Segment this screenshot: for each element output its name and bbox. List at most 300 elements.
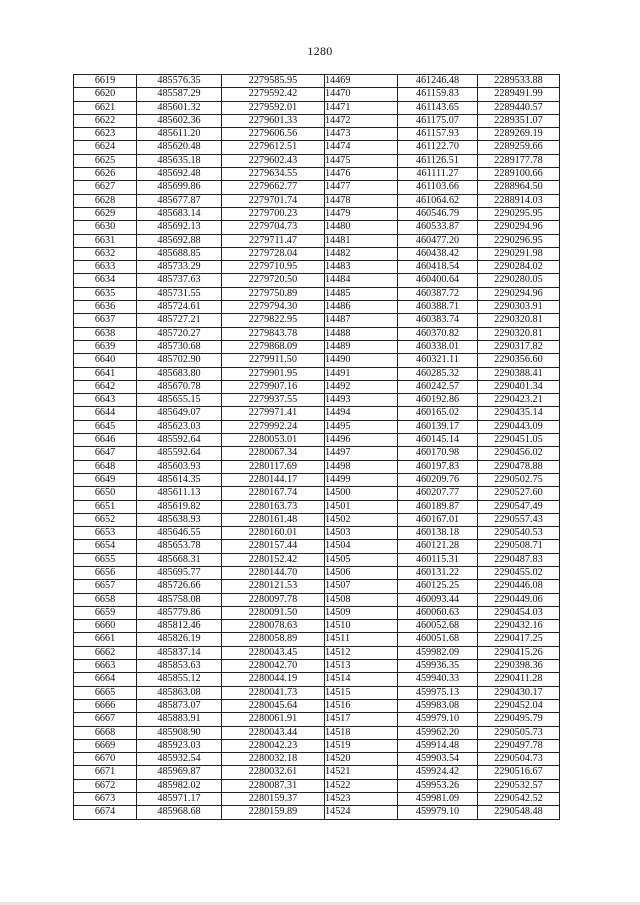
easting-right-cell: 460338.01 bbox=[398, 340, 478, 353]
point-id-left-cell: 6666 bbox=[74, 699, 137, 712]
point-id-left-cell: 6664 bbox=[74, 673, 137, 686]
easting-right-cell: 460138.18 bbox=[398, 527, 478, 540]
northing-right-cell: 2290449.06 bbox=[478, 593, 560, 606]
northing-right-cell: 2289440.57 bbox=[478, 101, 560, 114]
northing-right-cell: 2290446.08 bbox=[478, 580, 560, 593]
easting-right-cell: 460052.68 bbox=[398, 620, 478, 633]
easting-right-cell: 460438.42 bbox=[398, 247, 478, 260]
easting-right-cell: 460139.17 bbox=[398, 420, 478, 433]
point-id-right-cell: 14478 bbox=[325, 194, 398, 207]
northing-right-cell: 2290417.25 bbox=[478, 633, 560, 646]
northing-left-cell: 2279602.43 bbox=[222, 154, 325, 167]
table-row bbox=[74, 513, 560, 526]
point-id-right-cell: 14504 bbox=[325, 540, 398, 553]
point-id-left-cell: 6642 bbox=[74, 380, 137, 393]
northing-right-cell: 2290443.09 bbox=[478, 420, 560, 433]
easting-left-cell: 485677.87 bbox=[137, 194, 222, 207]
northing-right-cell: 2290435.14 bbox=[478, 407, 560, 420]
northing-right-cell: 2289533.88 bbox=[478, 75, 560, 88]
point-id-right-cell: 14488 bbox=[325, 327, 398, 340]
point-id-left-cell: 6619 bbox=[74, 75, 137, 88]
easting-right-cell: 459983.08 bbox=[398, 699, 478, 712]
easting-left-cell: 485737.63 bbox=[137, 274, 222, 287]
point-id-right-cell: 14503 bbox=[325, 527, 398, 540]
point-id-left-cell: 6623 bbox=[74, 128, 137, 141]
point-id-right-cell: 14494 bbox=[325, 407, 398, 420]
northing-left-cell: 2280042.23 bbox=[222, 739, 325, 752]
northing-right-cell: 2290455.02 bbox=[478, 566, 560, 579]
point-id-right-cell: 14516 bbox=[325, 699, 398, 712]
northing-left-cell: 2279911.50 bbox=[222, 354, 325, 367]
table-row bbox=[74, 114, 560, 127]
easting-left-cell: 485635.18 bbox=[137, 154, 222, 167]
point-id-left-cell: 6634 bbox=[74, 274, 137, 287]
table-row bbox=[74, 314, 560, 327]
point-id-right-cell: 14518 bbox=[325, 726, 398, 739]
easting-right-cell: 460192.86 bbox=[398, 394, 478, 407]
easting-left-cell: 485692.48 bbox=[137, 168, 222, 181]
northing-right-cell: 2290540.53 bbox=[478, 527, 560, 540]
table-row bbox=[74, 327, 560, 340]
northing-left-cell: 2279992.24 bbox=[222, 420, 325, 433]
easting-left-cell: 485638.93 bbox=[137, 513, 222, 526]
northing-right-cell: 2290527.60 bbox=[478, 487, 560, 500]
table-row bbox=[74, 473, 560, 486]
easting-left-cell: 485620.48 bbox=[137, 141, 222, 154]
northing-right-cell: 2288964.50 bbox=[478, 181, 560, 194]
easting-right-cell: 459979.10 bbox=[398, 806, 478, 819]
table-row bbox=[74, 540, 560, 553]
table-row bbox=[74, 646, 560, 659]
table-body bbox=[74, 75, 560, 820]
easting-left-cell: 485733.29 bbox=[137, 261, 222, 274]
point-id-right-cell: 14489 bbox=[325, 340, 398, 353]
easting-right-cell: 459962.20 bbox=[398, 726, 478, 739]
table-row bbox=[74, 460, 560, 473]
easting-left-cell: 485668.31 bbox=[137, 553, 222, 566]
point-id-left-cell: 6647 bbox=[74, 447, 137, 460]
easting-right-cell: 459903.54 bbox=[398, 753, 478, 766]
table-row bbox=[74, 487, 560, 500]
northing-left-cell: 2280078.63 bbox=[222, 620, 325, 633]
table-row bbox=[74, 434, 560, 447]
easting-right-cell: 460145.14 bbox=[398, 434, 478, 447]
northing-left-cell: 2280091.50 bbox=[222, 606, 325, 619]
easting-left-cell: 485623.03 bbox=[137, 420, 222, 433]
northing-left-cell: 2280163.73 bbox=[222, 500, 325, 513]
northing-right-cell: 2290320.81 bbox=[478, 314, 560, 327]
easting-right-cell: 459982.09 bbox=[398, 646, 478, 659]
point-id-left-cell: 6632 bbox=[74, 247, 137, 260]
northing-right-cell: 2290430.17 bbox=[478, 686, 560, 699]
point-id-right-cell: 14472 bbox=[325, 114, 398, 127]
point-id-left-cell: 6636 bbox=[74, 301, 137, 314]
northing-left-cell: 2279606.56 bbox=[222, 128, 325, 141]
northing-right-cell: 2290516.67 bbox=[478, 766, 560, 779]
point-id-left-cell: 6653 bbox=[74, 527, 137, 540]
point-id-left-cell: 6629 bbox=[74, 207, 137, 220]
point-id-left-cell: 6633 bbox=[74, 261, 137, 274]
point-id-right-cell: 14514 bbox=[325, 673, 398, 686]
point-id-left-cell: 6641 bbox=[74, 367, 137, 380]
easting-right-cell: 460165.02 bbox=[398, 407, 478, 420]
table-row bbox=[74, 593, 560, 606]
easting-left-cell: 485587.29 bbox=[137, 88, 222, 101]
northing-left-cell: 2280159.89 bbox=[222, 806, 325, 819]
table-row bbox=[74, 673, 560, 686]
northing-right-cell: 2290423.21 bbox=[478, 394, 560, 407]
easting-right-cell: 461175.07 bbox=[398, 114, 478, 127]
easting-left-cell: 485683.14 bbox=[137, 207, 222, 220]
point-id-left-cell: 6671 bbox=[74, 766, 137, 779]
easting-left-cell: 485602.36 bbox=[137, 114, 222, 127]
northing-right-cell: 2290303.91 bbox=[478, 301, 560, 314]
northing-right-cell: 2289491.99 bbox=[478, 88, 560, 101]
easting-left-cell: 485603.93 bbox=[137, 460, 222, 473]
easting-right-cell: 460285.32 bbox=[398, 367, 478, 380]
northing-left-cell: 2280061.91 bbox=[222, 713, 325, 726]
table-row bbox=[74, 221, 560, 234]
table-row bbox=[74, 793, 560, 806]
table-row bbox=[74, 553, 560, 566]
northing-left-cell: 2279601.33 bbox=[222, 114, 325, 127]
easting-right-cell: 460197.83 bbox=[398, 460, 478, 473]
point-id-left-cell: 6650 bbox=[74, 487, 137, 500]
easting-left-cell: 485969.87 bbox=[137, 766, 222, 779]
easting-left-cell: 485758.08 bbox=[137, 593, 222, 606]
northing-left-cell: 2279728.04 bbox=[222, 247, 325, 260]
northing-left-cell: 2279585.95 bbox=[222, 75, 325, 88]
table-row bbox=[74, 500, 560, 513]
easting-right-cell: 461064.62 bbox=[398, 194, 478, 207]
point-id-right-cell: 14481 bbox=[325, 234, 398, 247]
northing-left-cell: 2279868.09 bbox=[222, 340, 325, 353]
northing-right-cell: 2290495.79 bbox=[478, 713, 560, 726]
easting-right-cell: 460115.31 bbox=[398, 553, 478, 566]
easting-left-cell: 485923.03 bbox=[137, 739, 222, 752]
easting-left-cell: 485730.68 bbox=[137, 340, 222, 353]
point-id-right-cell: 14517 bbox=[325, 713, 398, 726]
point-id-right-cell: 14505 bbox=[325, 553, 398, 566]
easting-right-cell: 460125.25 bbox=[398, 580, 478, 593]
easting-left-cell: 485968.68 bbox=[137, 806, 222, 819]
point-id-right-cell: 14506 bbox=[325, 566, 398, 579]
northing-left-cell: 2280117.69 bbox=[222, 460, 325, 473]
easting-left-cell: 485692.88 bbox=[137, 234, 222, 247]
northing-right-cell: 2290548.48 bbox=[478, 806, 560, 819]
point-id-left-cell: 6644 bbox=[74, 407, 137, 420]
northing-left-cell: 2280144.17 bbox=[222, 473, 325, 486]
northing-right-cell: 2290411.28 bbox=[478, 673, 560, 686]
point-id-left-cell: 6659 bbox=[74, 606, 137, 619]
northing-left-cell: 2280157.44 bbox=[222, 540, 325, 553]
northing-right-cell: 2290504.73 bbox=[478, 753, 560, 766]
northing-left-cell: 2279794.30 bbox=[222, 301, 325, 314]
point-id-left-cell: 6631 bbox=[74, 234, 137, 247]
easting-left-cell: 485812.46 bbox=[137, 620, 222, 633]
point-id-right-cell: 14474 bbox=[325, 141, 398, 154]
northing-right-cell: 2290294.96 bbox=[478, 221, 560, 234]
point-id-right-cell: 14495 bbox=[325, 420, 398, 433]
northing-left-cell: 2279701.74 bbox=[222, 194, 325, 207]
table-row bbox=[74, 606, 560, 619]
point-id-right-cell: 14487 bbox=[325, 314, 398, 327]
easting-right-cell: 459924.42 bbox=[398, 766, 478, 779]
easting-right-cell: 459981.09 bbox=[398, 793, 478, 806]
table-row bbox=[74, 713, 560, 726]
easting-right-cell: 459940.33 bbox=[398, 673, 478, 686]
point-id-right-cell: 14482 bbox=[325, 247, 398, 260]
table-row bbox=[74, 354, 560, 367]
point-id-left-cell: 6660 bbox=[74, 620, 137, 633]
table-row bbox=[74, 580, 560, 593]
point-id-right-cell: 14484 bbox=[325, 274, 398, 287]
northing-right-cell: 2290296.95 bbox=[478, 234, 560, 247]
northing-right-cell: 2290317.82 bbox=[478, 340, 560, 353]
northing-left-cell: 2279634.55 bbox=[222, 168, 325, 181]
easting-left-cell: 485826.19 bbox=[137, 633, 222, 646]
point-id-right-cell: 14521 bbox=[325, 766, 398, 779]
northing-left-cell: 2280041.73 bbox=[222, 686, 325, 699]
table-row bbox=[74, 261, 560, 274]
table-row bbox=[74, 380, 560, 393]
northing-left-cell: 2280045.64 bbox=[222, 699, 325, 712]
point-id-right-cell: 14501 bbox=[325, 500, 398, 513]
easting-left-cell: 485731.55 bbox=[137, 287, 222, 300]
northing-left-cell: 2279592.01 bbox=[222, 101, 325, 114]
point-id-right-cell: 14473 bbox=[325, 128, 398, 141]
point-id-left-cell: 6625 bbox=[74, 154, 137, 167]
table-row bbox=[74, 753, 560, 766]
easting-right-cell: 460418.54 bbox=[398, 261, 478, 274]
point-id-left-cell: 6656 bbox=[74, 566, 137, 579]
easting-right-cell: 461143.65 bbox=[398, 101, 478, 114]
table-row bbox=[74, 766, 560, 779]
northing-left-cell: 2280144.70 bbox=[222, 566, 325, 579]
point-id-right-cell: 14513 bbox=[325, 660, 398, 673]
point-id-right-cell: 14498 bbox=[325, 460, 398, 473]
point-id-left-cell: 6669 bbox=[74, 739, 137, 752]
point-id-right-cell: 14477 bbox=[325, 181, 398, 194]
point-id-right-cell: 14483 bbox=[325, 261, 398, 274]
table-row bbox=[74, 726, 560, 739]
point-id-left-cell: 6651 bbox=[74, 500, 137, 513]
table-row bbox=[74, 207, 560, 220]
northing-right-cell: 2290502.75 bbox=[478, 473, 560, 486]
point-id-right-cell: 14519 bbox=[325, 739, 398, 752]
northing-right-cell: 2290280.05 bbox=[478, 274, 560, 287]
point-id-left-cell: 6662 bbox=[74, 646, 137, 659]
easting-left-cell: 485699.86 bbox=[137, 181, 222, 194]
northing-left-cell: 2279937.55 bbox=[222, 394, 325, 407]
easting-left-cell: 485702.90 bbox=[137, 354, 222, 367]
table-row bbox=[74, 806, 560, 819]
table-row bbox=[74, 394, 560, 407]
northing-right-cell: 2290356.60 bbox=[478, 354, 560, 367]
easting-right-cell: 461126.51 bbox=[398, 154, 478, 167]
northing-left-cell: 2280067.34 bbox=[222, 447, 325, 460]
point-id-left-cell: 6657 bbox=[74, 580, 137, 593]
easting-left-cell: 485683.80 bbox=[137, 367, 222, 380]
northing-left-cell: 2279704.73 bbox=[222, 221, 325, 234]
northing-right-cell: 2288914.03 bbox=[478, 194, 560, 207]
point-id-left-cell: 6661 bbox=[74, 633, 137, 646]
easting-left-cell: 485695.77 bbox=[137, 566, 222, 579]
table-row bbox=[74, 287, 560, 300]
point-id-left-cell: 6635 bbox=[74, 287, 137, 300]
northing-left-cell: 2279612.51 bbox=[222, 141, 325, 154]
easting-left-cell: 485971.17 bbox=[137, 793, 222, 806]
easting-right-cell: 460242.57 bbox=[398, 380, 478, 393]
northing-right-cell: 2289177.78 bbox=[478, 154, 560, 167]
easting-left-cell: 485646.55 bbox=[137, 527, 222, 540]
northing-left-cell: 2280053.01 bbox=[222, 434, 325, 447]
easting-right-cell: 460093.44 bbox=[398, 593, 478, 606]
northing-left-cell: 2280121.53 bbox=[222, 580, 325, 593]
northing-right-cell: 2289269.19 bbox=[478, 128, 560, 141]
point-id-right-cell: 14502 bbox=[325, 513, 398, 526]
easting-right-cell: 460400.64 bbox=[398, 274, 478, 287]
northing-right-cell: 2289351.07 bbox=[478, 114, 560, 127]
easting-left-cell: 485649.07 bbox=[137, 407, 222, 420]
northing-right-cell: 2290451.05 bbox=[478, 434, 560, 447]
table-row bbox=[74, 88, 560, 101]
point-id-left-cell: 6637 bbox=[74, 314, 137, 327]
table-row bbox=[74, 779, 560, 792]
point-id-left-cell: 6663 bbox=[74, 660, 137, 673]
point-id-right-cell: 14469 bbox=[325, 75, 398, 88]
point-id-left-cell: 6646 bbox=[74, 434, 137, 447]
point-id-left-cell: 6655 bbox=[74, 553, 137, 566]
easting-left-cell: 485576.35 bbox=[137, 75, 222, 88]
table-row bbox=[74, 154, 560, 167]
easting-left-cell: 485720.27 bbox=[137, 327, 222, 340]
table-row bbox=[74, 739, 560, 752]
northing-left-cell: 2280087.31 bbox=[222, 779, 325, 792]
point-id-left-cell: 6620 bbox=[74, 88, 137, 101]
table-row bbox=[74, 141, 560, 154]
table-row bbox=[74, 367, 560, 380]
northing-left-cell: 2280042.70 bbox=[222, 660, 325, 673]
table-row bbox=[74, 620, 560, 633]
point-id-right-cell: 14512 bbox=[325, 646, 398, 659]
point-id-right-cell: 14476 bbox=[325, 168, 398, 181]
easting-left-cell: 485837.14 bbox=[137, 646, 222, 659]
point-id-right-cell: 14508 bbox=[325, 593, 398, 606]
northing-right-cell: 2290557.43 bbox=[478, 513, 560, 526]
easting-right-cell: 460060.63 bbox=[398, 606, 478, 619]
easting-right-cell: 460121.28 bbox=[398, 540, 478, 553]
easting-right-cell: 460370.82 bbox=[398, 327, 478, 340]
easting-right-cell: 461103.66 bbox=[398, 181, 478, 194]
easting-left-cell: 485863.08 bbox=[137, 686, 222, 699]
northing-right-cell: 2290505.73 bbox=[478, 726, 560, 739]
point-id-left-cell: 6670 bbox=[74, 753, 137, 766]
coordinate-table bbox=[73, 74, 560, 820]
easting-right-cell: 461157.93 bbox=[398, 128, 478, 141]
point-id-left-cell: 6668 bbox=[74, 726, 137, 739]
northing-right-cell: 2290291.98 bbox=[478, 247, 560, 260]
table-row bbox=[74, 699, 560, 712]
point-id-right-cell: 14510 bbox=[325, 620, 398, 633]
northing-left-cell: 2279662.77 bbox=[222, 181, 325, 194]
northing-right-cell: 2290284.02 bbox=[478, 261, 560, 274]
easting-right-cell: 460170.98 bbox=[398, 447, 478, 460]
northing-right-cell: 2290497.78 bbox=[478, 739, 560, 752]
northing-left-cell: 2279901.95 bbox=[222, 367, 325, 380]
table-row bbox=[74, 128, 560, 141]
easting-right-cell: 461246.48 bbox=[398, 75, 478, 88]
point-id-right-cell: 14491 bbox=[325, 367, 398, 380]
northing-right-cell: 2290388.41 bbox=[478, 367, 560, 380]
easting-right-cell: 460533.87 bbox=[398, 221, 478, 234]
point-id-left-cell: 6639 bbox=[74, 340, 137, 353]
table-row bbox=[74, 686, 560, 699]
point-id-left-cell: 6654 bbox=[74, 540, 137, 553]
point-id-left-cell: 6658 bbox=[74, 593, 137, 606]
northing-left-cell: 2279971.41 bbox=[222, 407, 325, 420]
northing-right-cell: 2290487.83 bbox=[478, 553, 560, 566]
page-number: 1280 bbox=[307, 44, 333, 58]
northing-right-cell: 2289100.66 bbox=[478, 168, 560, 181]
table-row bbox=[74, 101, 560, 114]
point-id-right-cell: 14471 bbox=[325, 101, 398, 114]
easting-right-cell: 460209.76 bbox=[398, 473, 478, 486]
table-row bbox=[74, 274, 560, 287]
point-id-right-cell: 14493 bbox=[325, 394, 398, 407]
point-id-right-cell: 14485 bbox=[325, 287, 398, 300]
easting-right-cell: 460051.68 bbox=[398, 633, 478, 646]
point-id-right-cell: 14497 bbox=[325, 447, 398, 460]
northing-right-cell: 2289259.66 bbox=[478, 141, 560, 154]
point-id-left-cell: 6643 bbox=[74, 394, 137, 407]
easting-right-cell: 460477.20 bbox=[398, 234, 478, 247]
easting-left-cell: 485908.90 bbox=[137, 726, 222, 739]
northing-left-cell: 2279592.42 bbox=[222, 88, 325, 101]
northing-left-cell: 2279710.95 bbox=[222, 261, 325, 274]
easting-left-cell: 485670.78 bbox=[137, 380, 222, 393]
northing-left-cell: 2280160.01 bbox=[222, 527, 325, 540]
northing-left-cell: 2280152.42 bbox=[222, 553, 325, 566]
table-row bbox=[74, 75, 560, 88]
northing-right-cell: 2290542.52 bbox=[478, 793, 560, 806]
point-id-right-cell: 14475 bbox=[325, 154, 398, 167]
point-id-left-cell: 6648 bbox=[74, 460, 137, 473]
point-id-left-cell: 6621 bbox=[74, 101, 137, 114]
point-id-left-cell: 6652 bbox=[74, 513, 137, 526]
point-id-left-cell: 6672 bbox=[74, 779, 137, 792]
easting-left-cell: 485611.20 bbox=[137, 128, 222, 141]
easting-left-cell: 485727.21 bbox=[137, 314, 222, 327]
easting-left-cell: 485724.61 bbox=[137, 301, 222, 314]
northing-right-cell: 2290401.34 bbox=[478, 380, 560, 393]
point-id-right-cell: 14509 bbox=[325, 606, 398, 619]
northing-left-cell: 2279700.23 bbox=[222, 207, 325, 220]
northing-left-cell: 2280058.89 bbox=[222, 633, 325, 646]
easting-left-cell: 485592.64 bbox=[137, 434, 222, 447]
northing-left-cell: 2280043.44 bbox=[222, 726, 325, 739]
northing-right-cell: 2290456.02 bbox=[478, 447, 560, 460]
point-id-right-cell: 14496 bbox=[325, 434, 398, 447]
easting-left-cell: 485614.35 bbox=[137, 473, 222, 486]
point-id-right-cell: 14520 bbox=[325, 753, 398, 766]
point-id-right-cell: 14507 bbox=[325, 580, 398, 593]
point-id-right-cell: 14500 bbox=[325, 487, 398, 500]
point-id-left-cell: 6665 bbox=[74, 686, 137, 699]
point-id-left-cell: 6649 bbox=[74, 473, 137, 486]
easting-right-cell: 460189.87 bbox=[398, 500, 478, 513]
table-row bbox=[74, 301, 560, 314]
